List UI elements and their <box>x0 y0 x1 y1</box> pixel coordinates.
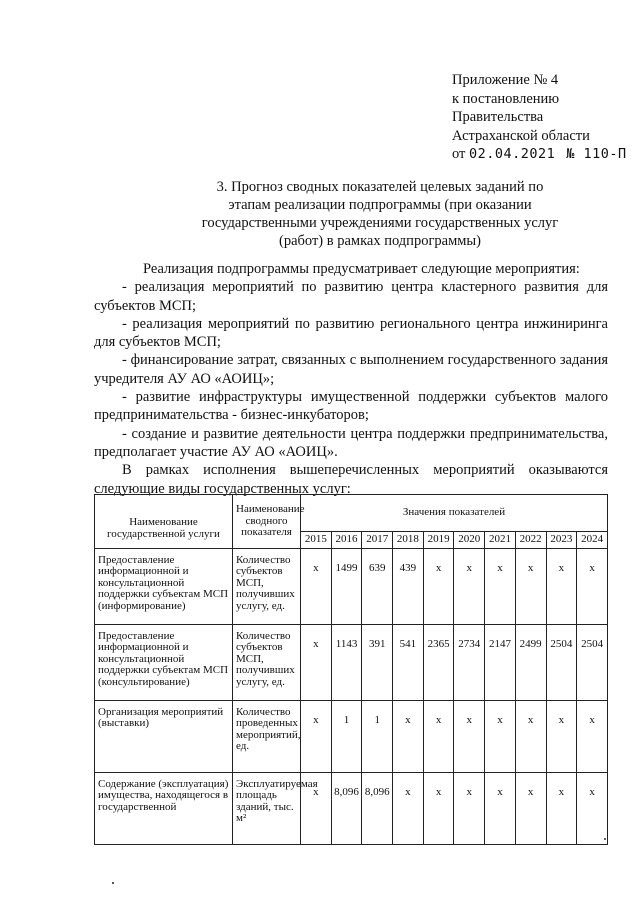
value-cell: 2365 <box>423 624 454 700</box>
value-cell: x <box>515 700 546 772</box>
attachment-line-3: Правительства <box>452 109 544 125</box>
header-service: Наименование государственной услуги <box>95 495 233 549</box>
value-cell: x <box>485 548 516 624</box>
value-cell: 8,096 <box>362 772 393 844</box>
service-name: Содержание (эксплуатация) имущества, находящегося в государственной <box>95 772 233 844</box>
value-cell: 2734 <box>454 624 485 700</box>
year-cell: 2016 <box>331 532 362 549</box>
value-cell: x <box>485 700 516 772</box>
attachment-header <box>452 71 627 164</box>
year-cell: 2021 <box>485 532 516 549</box>
value-cell: x <box>577 772 608 844</box>
value-cell: x <box>393 700 424 772</box>
decree-number: № 110-П <box>566 146 627 162</box>
value-cell: 1 <box>331 700 362 772</box>
header-indicator: Наименование сводного показателя <box>233 495 301 549</box>
attachment-line-2: к постановлению <box>452 90 560 107</box>
value-cell: 2499 <box>515 624 546 700</box>
paragraph: - создание и развитие деятельности центра поддержки предпринимательства, предполагает участие АУ АО «АОИЦ». <box>94 425 608 460</box>
value-cell: 8,096 <box>331 772 362 844</box>
indicator-name: Количество субъектов МСП, получивших услугу, ед. <box>233 624 301 700</box>
attachment-date-line <box>452 145 627 164</box>
paragraph: - реализация мероприятий по развитию центра кластерного развития для субъектов МСП; <box>94 279 608 314</box>
value-cell: x <box>393 772 424 844</box>
value-cell: 1 <box>362 700 393 772</box>
value-cell: x <box>546 772 577 844</box>
value-cell: x <box>301 624 332 700</box>
value-cell: x <box>301 772 332 844</box>
value-cell: x <box>423 700 454 772</box>
year-cell: 2015 <box>301 532 332 549</box>
table-row <box>95 624 608 700</box>
table-row <box>95 700 608 772</box>
section-title: 3. Прогноз сводных показателей целевых заданий по этапам реализации подпрограммы (при оказании государственными учреждениями государственных услуг (работ) в рамках подпрограммы) <box>201 179 559 249</box>
paragraph: В рамках исполнения вышеперечисленных мероприятий оказываются следующие виды государственных услуг: <box>94 462 608 497</box>
value-cell: 439 <box>393 548 424 624</box>
value-cell: x <box>454 548 485 624</box>
year-cell: 2018 <box>393 532 424 549</box>
value-cell: x <box>423 548 454 624</box>
attachment-line-1: Приложение № 4 <box>452 72 559 88</box>
indicator-name: Количество проведенных мероприятий, ед. <box>233 700 301 772</box>
value-cell: x <box>515 548 546 624</box>
value-cell: x <box>546 548 577 624</box>
value-cell: 2504 <box>546 624 577 700</box>
table-row <box>95 772 608 844</box>
header-values: Значения показателей <box>301 495 608 532</box>
table-header-row <box>95 495 608 532</box>
scan-speck <box>112 882 114 884</box>
value-cell: x <box>301 700 332 772</box>
value-cell: x <box>301 548 332 624</box>
value-cell: x <box>485 772 516 844</box>
value-cell: x <box>454 772 485 844</box>
value-cell: 541 <box>393 624 424 700</box>
year-cell: 2023 <box>546 532 577 549</box>
value-cell: x <box>577 548 608 624</box>
value-cell: x <box>577 700 608 772</box>
attachment-line-4: Астраханской области <box>452 127 590 144</box>
value-cell: 639 <box>362 548 393 624</box>
year-cell: 2022 <box>515 532 546 549</box>
service-name: Предоставление информационной и консультационной поддержки субъектам МСП (консультирование) <box>95 624 233 700</box>
year-cell: 2017 <box>362 532 393 549</box>
value-cell: 2147 <box>485 624 516 700</box>
value-cell: x <box>423 772 454 844</box>
paragraph: - развитие инфраструктуры имущественной поддержки субъектов малого предпринимательства - бизнес-инкубаторов; <box>94 389 608 424</box>
value-cell: 1499 <box>331 548 362 624</box>
value-cell: 391 <box>362 624 393 700</box>
paragraph: - финансирование затрат, связанных с выполнением государственного задания учредителя АУ АО «АОИЦ»; <box>94 352 608 387</box>
scan-speck <box>604 838 606 840</box>
value-cell: 2504 <box>577 624 608 700</box>
year-cell: 2019 <box>423 532 454 549</box>
value-cell: x <box>454 700 485 772</box>
value-cell: 1143 <box>331 624 362 700</box>
indicator-name: Эксплуатируемая площадь зданий, тыс. м² <box>233 772 301 844</box>
value-cell: x <box>515 772 546 844</box>
date-prefix: от <box>452 146 466 162</box>
service-name: Организация мероприятий (выставки) <box>95 700 233 772</box>
indicator-name: Количество субъектов МСП, получивших услугу, ед. <box>233 548 301 624</box>
body-text <box>94 260 608 498</box>
table-row <box>95 548 608 624</box>
year-cell: 2024 <box>577 532 608 549</box>
services-table <box>94 494 608 845</box>
paragraph: - реализация мероприятий по развитию регионального центра инжиниринга для субъектов МСП; <box>94 315 608 351</box>
paragraph: Реализация подпрограммы предусматривает следующие мероприятия: <box>143 261 580 277</box>
value-cell: x <box>546 700 577 772</box>
decree-date: 02.04.2021 <box>469 146 556 162</box>
service-name: Предоставление информационной и консультационной поддержки субъектам МСП (информирование) <box>95 548 233 624</box>
year-cell: 2020 <box>454 532 485 549</box>
